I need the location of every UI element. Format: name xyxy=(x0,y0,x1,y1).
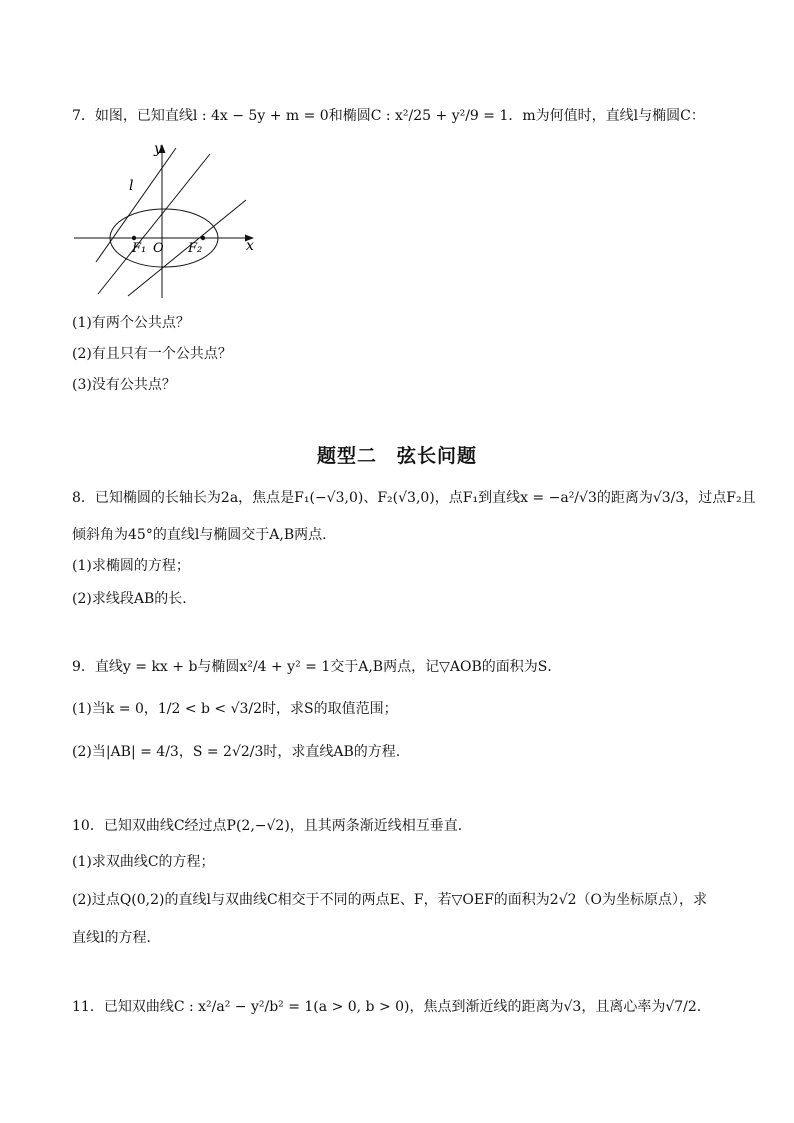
q7-stem: 7．如图，已知直线l : 4x − 5y + m = 0和椭圆C : x²/25 + y²/9 = 1．m为何值时，直线l与椭圆C： xyxy=(72,108,705,124)
label-o: O xyxy=(153,241,164,256)
label-f2: F₂ xyxy=(188,241,203,256)
label-y: y xyxy=(154,141,162,157)
q10-sub2-line1: (2)过点Q(0,2)的直线l与双曲线C相交于不同的两点E、F，若▽OEF的面积为2√2（O为坐标原点），求 xyxy=(72,892,708,908)
focus-f1 xyxy=(132,236,136,240)
q7-sub1: (1)有两个公共点？ xyxy=(72,315,190,331)
q10-sub1: (1)求双曲线C的方程； xyxy=(72,854,215,870)
line-l-2 xyxy=(98,154,210,294)
q8-sub2: (2)求线段AB的长． xyxy=(72,591,197,607)
q9-sub2: (2)当|AB| = 4/3，S = 2√2/3时，求直线AB的方程. xyxy=(72,744,401,760)
ellipse-figure xyxy=(72,140,272,302)
label-x: x xyxy=(246,238,254,254)
q7-sub3: (3)没有公共点？ xyxy=(72,377,176,393)
q8-sub1: (1)求椭圆的方程； xyxy=(72,558,190,574)
section-title: 题型二 弦长问题 xyxy=(316,445,477,467)
q8-stem-line1: 8．已知椭圆的长轴长为2a，焦点是F₁(−√3,0)、F₂(√3,0)，点F₁到直线x = −a²/√3的距离为√3/3，过点F₂且 xyxy=(72,490,756,506)
q10-sub2-line2: 直线l的方程． xyxy=(72,930,161,946)
q8-stem-line2: 倾斜角为45°的直线l与椭圆交于A,B两点. xyxy=(72,527,327,543)
q9-sub1: (1)当k = 0，1/2 < b < √3/2时，求S的取值范围； xyxy=(72,701,398,717)
q7-sub2: (2)有且只有一个公共点？ xyxy=(72,346,232,362)
label-l: l xyxy=(129,178,134,194)
q9-stem: 9．直线y = kx + b与椭圆x²/4 + y² = 1交于A,B两点，记▽AOB的面积为S． xyxy=(72,659,562,675)
q10-stem: 10．已知双曲线C经过点P(2,−√2)，且其两条渐近线相互垂直． xyxy=(72,818,472,834)
focus-f2 xyxy=(201,236,205,240)
label-f1: F₁ xyxy=(132,241,147,256)
q11-stem: 11．已知双曲线C : x²/a² − y²/b² = 1(a > 0, b > 0)，焦点到渐近线的距离为√3，且离心率为√7/2． xyxy=(72,999,711,1015)
